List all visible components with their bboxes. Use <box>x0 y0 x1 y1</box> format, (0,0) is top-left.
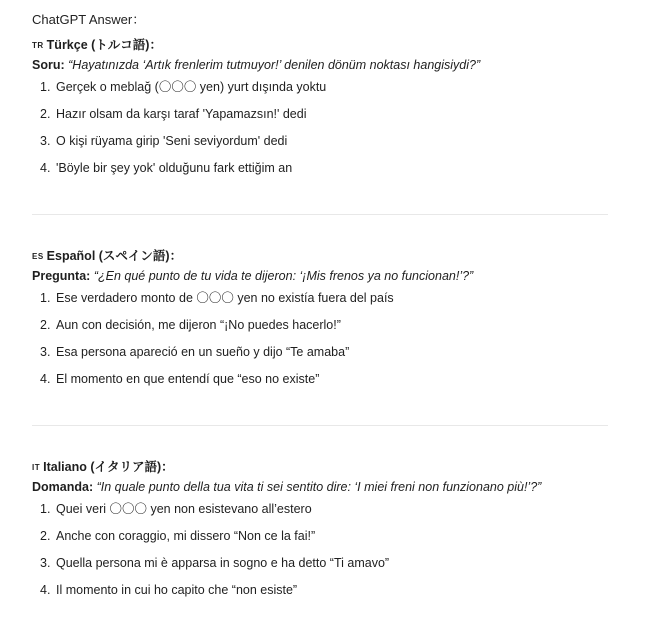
list-item <box>32 312 612 339</box>
section-title-text: Italiano (イタリア語)： <box>43 460 174 474</box>
item-number: 1. <box>40 502 51 516</box>
section-divider <box>32 425 608 426</box>
item-number: 2. <box>40 107 51 121</box>
item-number: 1. <box>40 80 51 94</box>
list-item <box>32 496 612 523</box>
item-number: 4. <box>40 583 51 597</box>
item-number: 2. <box>40 529 51 543</box>
flag-tr-icon: TR <box>32 41 44 50</box>
section-title <box>32 36 612 54</box>
answer-list <box>32 285 612 393</box>
section-italian <box>32 458 612 604</box>
item-text: Quella persona mi è apparsa in sogno e ha detto “Ti amavo” <box>56 556 390 570</box>
section-title <box>32 247 612 265</box>
question-label: Pregunta: <box>32 269 91 283</box>
answer-list <box>32 74 612 182</box>
item-number: 3. <box>40 556 51 570</box>
flag-es-icon: ES <box>32 252 44 261</box>
item-number: 3. <box>40 134 51 148</box>
answer-list <box>32 496 612 604</box>
item-number: 4. <box>40 161 51 175</box>
question <box>32 478 612 496</box>
item-text: Anche con coraggio, mi dissero “Non ce la fai!” <box>56 529 316 543</box>
question-text: “Hayatınızda ‘Artık frenlerim tutmuyor!’ denilen dönüm noktası hangisiydi?” <box>68 58 481 72</box>
list-item <box>32 74 612 101</box>
item-text: Hazır olsam da karşı taraf 'Yapamazsın!' dedi <box>56 107 307 121</box>
question-label: Soru: <box>32 58 65 72</box>
section-title-text: Türkçe (トルコ語)： <box>46 38 162 52</box>
list-item <box>32 101 612 128</box>
list-item <box>32 128 612 155</box>
item-text: Aun con decisión, me dijeron “¡No puedes hacerlo!” <box>56 318 341 332</box>
item-text: Esa persona apareció en un sueño y dijo “Te amaba” <box>56 345 350 359</box>
item-text: Gerçek o meblağ (〇〇〇 yen) yurt dışında yoktu <box>56 80 327 94</box>
answer-header: ChatGPT Answer： <box>32 12 146 27</box>
section-turkish <box>32 36 612 182</box>
list-item <box>32 523 612 550</box>
item-text: Il momento in cui ho capito che “non esiste” <box>56 583 298 597</box>
list-item <box>32 285 612 312</box>
item-number: 4. <box>40 372 51 386</box>
section-divider <box>32 214 608 215</box>
item-text: 'Böyle bir şey yok' olduğunu fark ettiğim an <box>56 161 293 175</box>
question-text: “¿En qué punto de tu vida te dijeron: ‘¡Mis frenos ya no funcionan!’?” <box>93 269 474 283</box>
list-item <box>32 339 612 366</box>
section-title-text: Español (スペイン語)： <box>46 249 183 263</box>
item-number: 3. <box>40 345 51 359</box>
question <box>32 267 612 285</box>
question-text: “In quale punto della tua vita ti sei sentito dire: ‘I miei freni non funzionano più!’?” <box>96 480 542 494</box>
section-title <box>32 458 612 476</box>
item-text: Ese verdadero monto de 〇〇〇 yen no existía fuera del país <box>56 291 394 305</box>
question <box>32 56 612 74</box>
list-item <box>32 366 612 393</box>
question-label: Domanda: <box>32 480 94 494</box>
list-item <box>32 550 612 577</box>
section-spanish <box>32 247 612 393</box>
item-number: 1. <box>40 291 51 305</box>
item-text: O kişi rüyama girip 'Seni seviyordum' dedi <box>56 134 288 148</box>
list-item <box>32 155 612 182</box>
item-text: Quei veri 〇〇〇 yen non esistevano all’estero <box>56 502 312 516</box>
flag-it-icon: IT <box>32 463 41 472</box>
item-number: 2. <box>40 318 51 332</box>
item-text: El momento en que entendí que “eso no existe” <box>56 372 320 386</box>
list-item <box>32 577 612 604</box>
